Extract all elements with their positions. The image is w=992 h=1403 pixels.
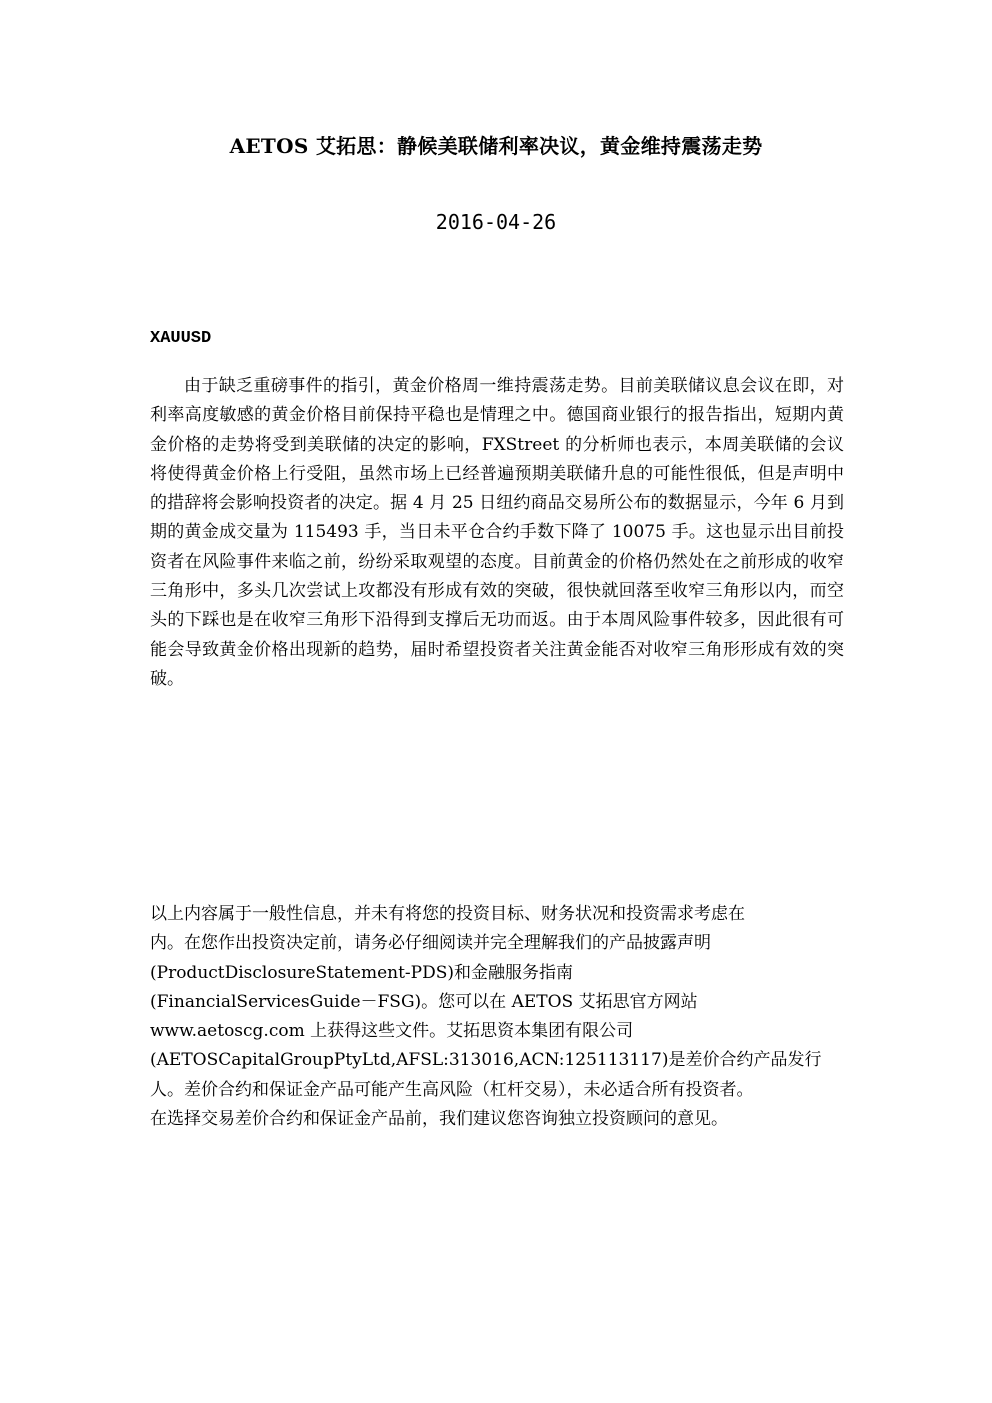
article-body: 由于缺乏重磅事件的指引，黄金价格周一维持震荡走势。目前美联储议息会议在即，对利率高度敏感的黄金价格目前保持平稳也是情理之中。德国商业银行的报告指出，短期内黄金价格的走势将受到美联储的决定的影响，FXStreet 的分析师也表示，本周美联储的会议将使得黄金价格上行受阻，虽然市场上已经普遍预期美联储升息的可能性很低，但是声明中的措辞将会影响投资者的决定。据 4 月 25 日纽约商品交易所公布的数据显示，今年 6 月到期的黄金成交量为 115493 手，当日未平仓合约手数下降了 10075 手。这也显示出目前投资者在风险事件来临之前，纷纷采取观望的态度。目前黄金的价格仍然处在之前形成的收窄三角形中，多头几次尝试上攻都没有形成有效的突破，很快就回落至收窄三角形以内，而空头的下踩也是在收窄三角形下沿得到支撑后无功而返。由于本周风险事件较多，因此很有可能会导致黄金价格出现新的趋势，届时希望投资者关注黄金能否对收窄三角形形成有效的突破。 (150, 376, 844, 689)
disclaimer-line: (AETOSCapitalGroupPtyLtd,AFSL:313016,ACN:125113117)是差价合约产品发行 (150, 1050, 822, 1071)
disclaimer-line: (FinancialServicesGuide－FSG)。您可以在 AETOS 艾拓思官方网站 (150, 991, 698, 1012)
disclaimer-line: 内。在您作出投资决定前，请务必仔细阅读并完全理解我们的产品披露声明 (150, 933, 711, 954)
disclaimer-line: www.aetoscg.com 上获得这些文件。艾拓思资本集团有限公司 (150, 1021, 634, 1042)
disclaimer-line: 在选择交易差价合约和保证金产品前，我们建议您咨询独立投资顾问的意见。 (150, 1109, 728, 1130)
disclaimer-line: 人。差价合约和保证金产品可能产生高风险（杠杆交易），未必适合所有投资者。 (150, 1079, 754, 1100)
disclaimer-line: (ProductDisclosureStatement-PDS)和金融服务指南 (150, 962, 574, 983)
instrument-symbol: XAUUSD (150, 329, 212, 348)
disclaimer-line: 以上内容属于一般性信息，并未有将您的投资目标、财务状况和投资需求考虑在 (150, 904, 745, 924)
disclaimer (150, 900, 844, 1134)
article-date: 2016-04-26 (435, 210, 557, 234)
article-title: AETOS 艾拓思：静候美联储利率决议，黄金维持震荡走势 (229, 134, 763, 158)
